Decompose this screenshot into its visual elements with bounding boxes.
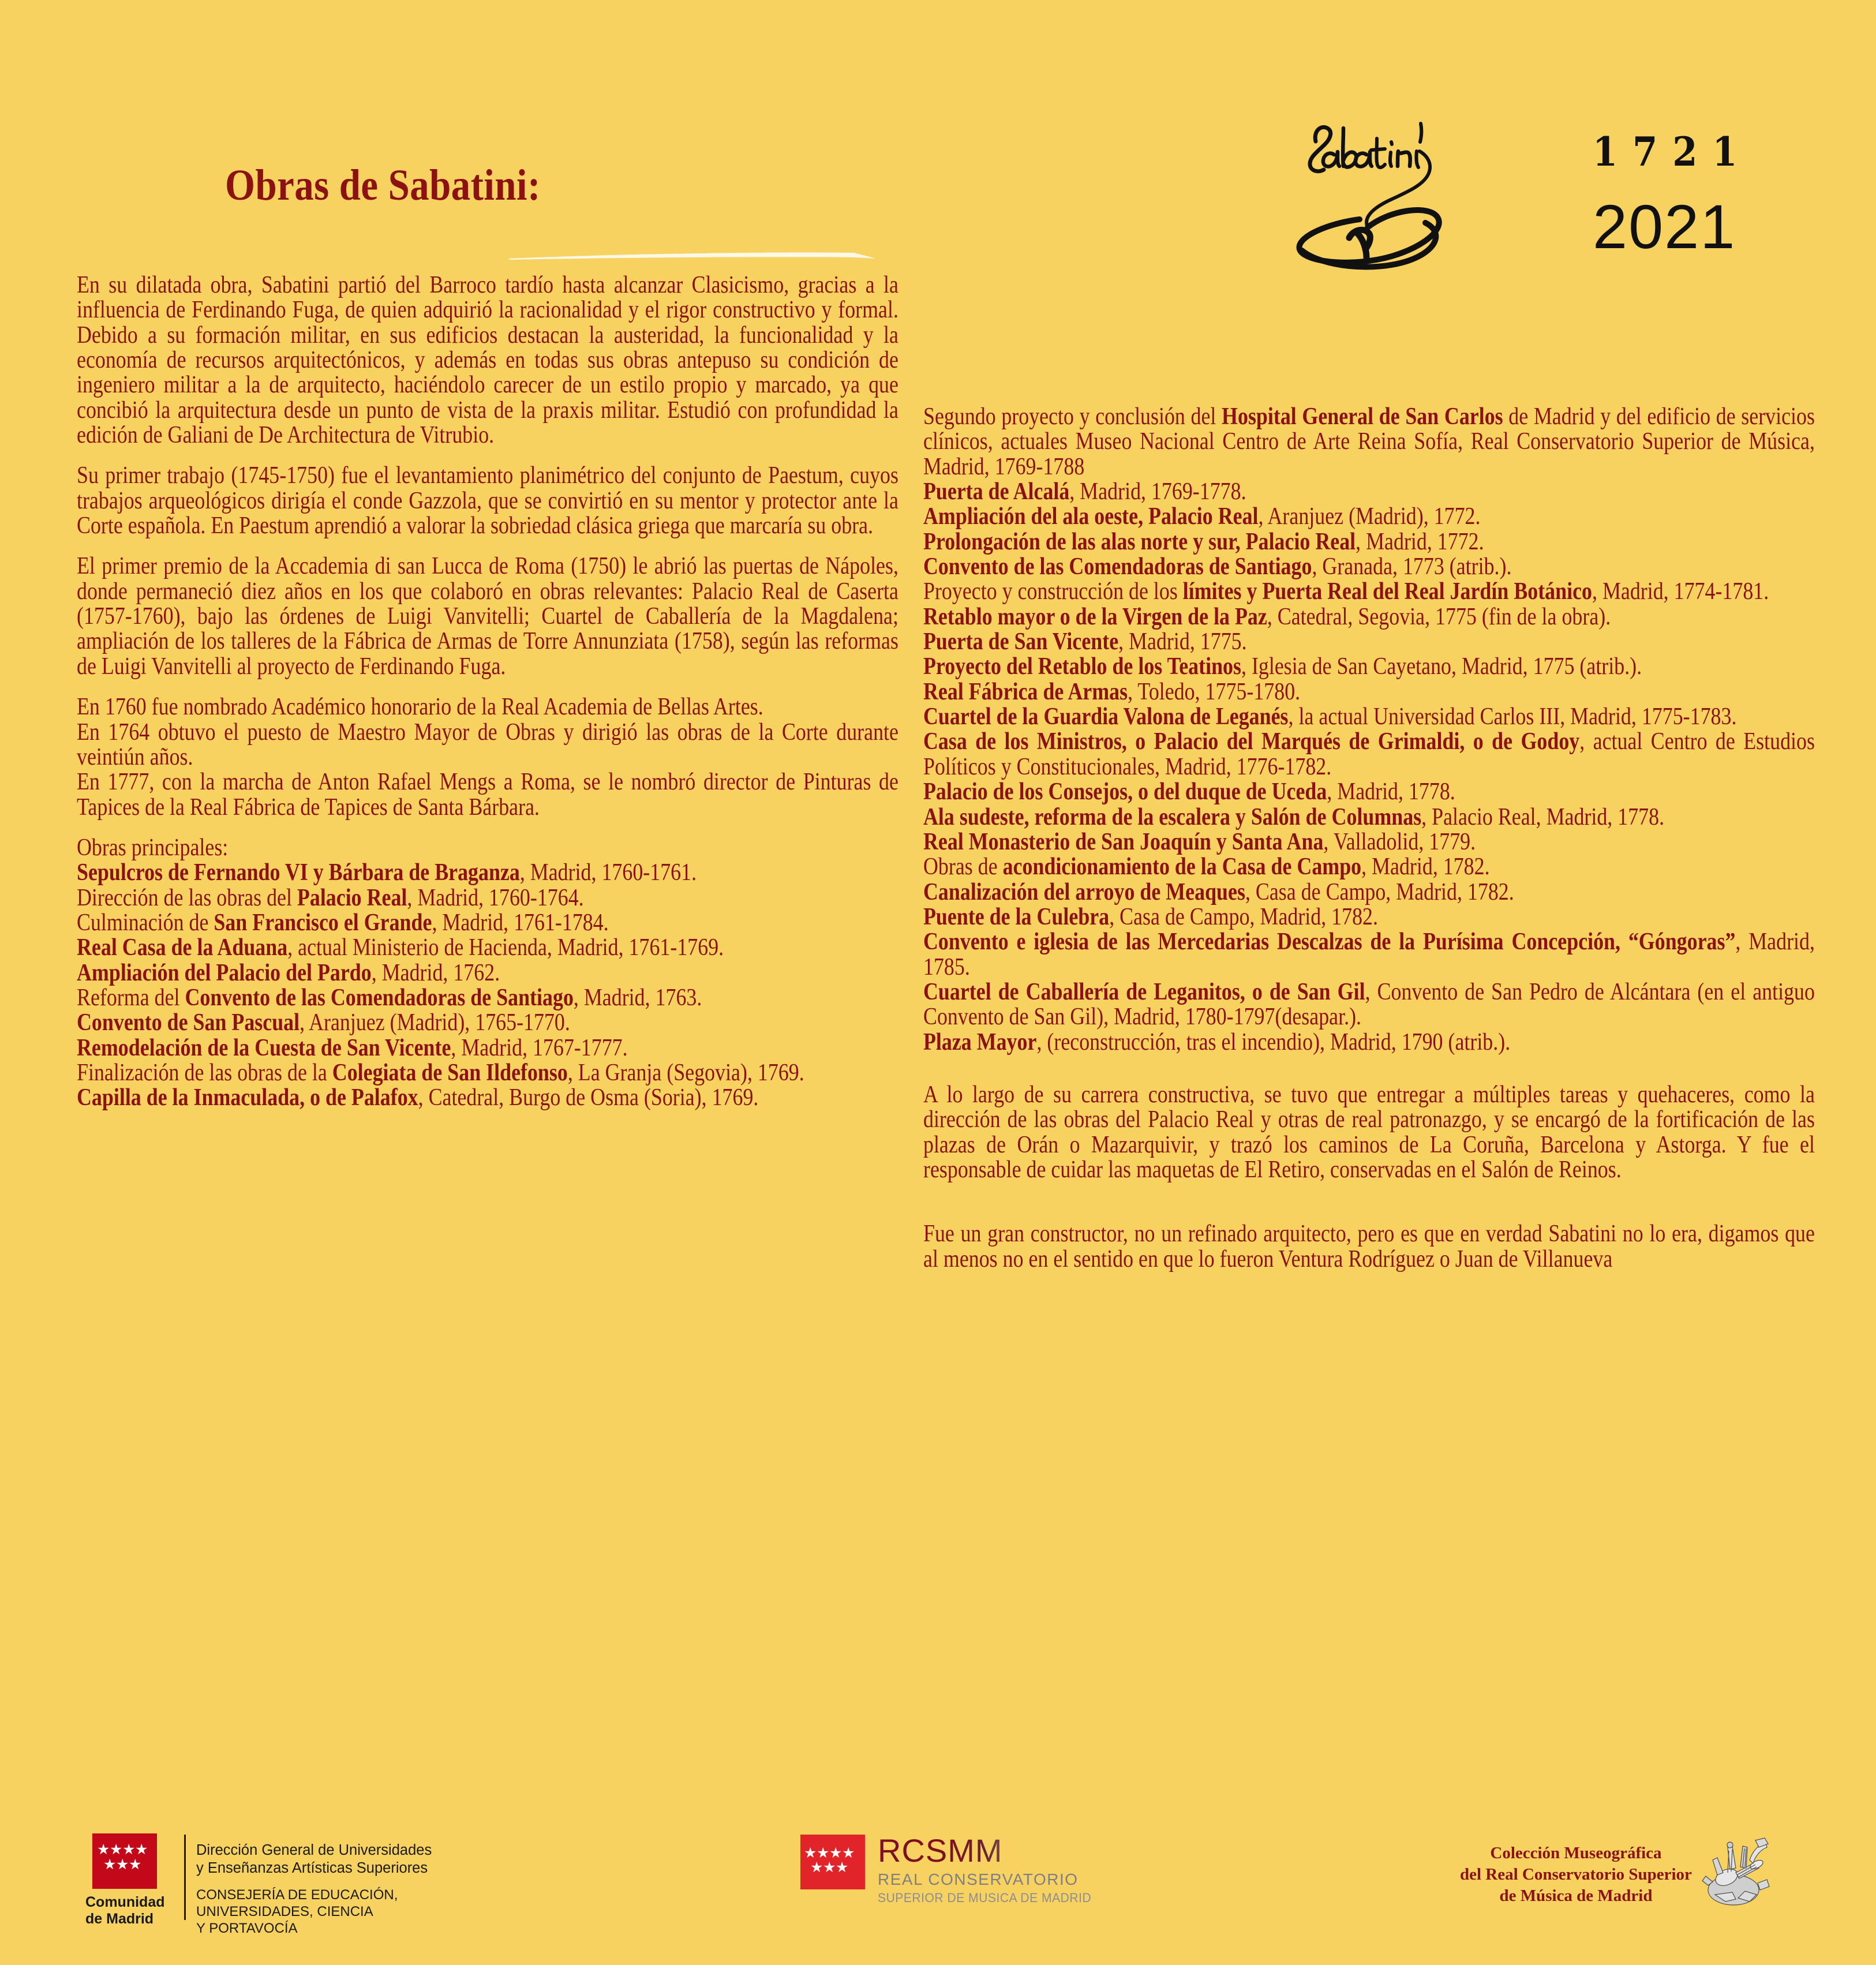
region-name-line-1: Comunidad bbox=[85, 1894, 165, 1910]
rcsmm-logo bbox=[800, 1832, 1100, 1906]
work-item: Puente de la Culebra, Casa de Campo, Madrid, 1782. bbox=[923, 903, 1378, 930]
work-item: Culminación de San Francisco el Grande, Madrid, 1761-1784. bbox=[77, 908, 609, 936]
work-item: Convento de las Comendadoras de Santiago, Granada, 1773 (atrib.). bbox=[923, 553, 1512, 581]
career-lines-block bbox=[77, 694, 898, 819]
work-item: Casa de los Ministros, o Palacio del Marqués de Grimaldi, o de Godoy, actual Centro de Estudios Políticos y Constitucionales, Madrid, 1776-1782. bbox=[923, 728, 1815, 780]
logo-divider bbox=[184, 1835, 186, 1920]
footer bbox=[0, 1826, 1876, 1965]
work-item: Sepulcros de Fernando VI y Bárbara de Braganza, Madrid, 1760-1761. bbox=[77, 859, 697, 886]
rcsmm-text bbox=[878, 1832, 1100, 1906]
work-item: Segundo proyecto y conclusión del Hospital General de San Carlos de Madrid y del edificio de servicios clínicos, actuales Museo Nacional Centro de Arte Reina Sofía, Real Conservatorio Superior de Música, Madrid, 1769-1788 bbox=[923, 403, 1815, 480]
work-item: Puerta de Alcalá, Madrid, 1769-1778. bbox=[923, 478, 1246, 506]
work-item: Convento de San Pascual, Aranjuez (Madrid), 1765-1770. bbox=[77, 1009, 570, 1036]
left-column bbox=[77, 272, 898, 1110]
right-works-block bbox=[923, 404, 1815, 1054]
work-item: Real Monasterio de San Joaquín y Santa Ana, Valladolid, 1779. bbox=[923, 828, 1476, 855]
work-item: Real Fábrica de Armas, Toledo, 1775-1780. bbox=[923, 678, 1301, 705]
rcsmm-line-2: SUPERIOR DE MUSICA DE MADRID bbox=[878, 1891, 1092, 1905]
consejeria-line-2: UNIVERSIDADES, CIENCIA bbox=[196, 1903, 373, 1919]
work-item: Finalización de las obras de la Colegiata de San Ildefonso, La Granja (Segovia), 1769. bbox=[77, 1058, 804, 1086]
sabatini-signature-icon bbox=[1229, 87, 1552, 271]
work-item: Real Casa de la Aduana, actual Ministerio de Hacienda, Madrid, 1761-1769. bbox=[77, 934, 724, 961]
consejeria-line-1: CONSEJERÍA DE EDUCACIÓN, bbox=[196, 1887, 398, 1903]
comunidad-de-madrid-name bbox=[85, 1894, 182, 1927]
madrid-flag-icon: ★ ★ ★ ★ ★ ★ ★ bbox=[800, 1835, 865, 1889]
direccion-line-1: Dirección General de Universidades bbox=[196, 1842, 432, 1858]
consejeria-block bbox=[196, 1887, 432, 1937]
work-item: Prolongación de las alas norte y sur, Palacio Real, Madrid, 1772. bbox=[923, 527, 1484, 555]
intro-paragraph-3: El primer premio de la Accademia di san Lucca de Roma (1750) le abrió las puertas de Nápoles, donde permaneció diez años en los que colaboró en obras relevantes: Palacio Real de Caserta (1757-1760), bajo las órdenes de Luigi Vanvitelli; Cuartel de Caballería de la Magdalena; ampliación de los talleres de la Fábrica de Armas de Torre Annunziata (1758), según las reformas de Luigi Vanvitelli al proyecto de Ferdinando Fuga. bbox=[77, 552, 898, 680]
right-column bbox=[923, 404, 1815, 1271]
coleccion-line-3: de Música de Madrid bbox=[1499, 1887, 1653, 1906]
work-item: Plaza Mayor, (reconstrucción, tras el incendio), Madrid, 1790 (atrib.). bbox=[923, 1028, 1511, 1056]
intro-paragraph-2: Su primer trabajo (1745-1750) fue el levantamiento planimétrico del conjunto de Paestum, cuyos trabajos arqueológicos dirigía el conde Gazzola, que se convirtió en su mentor y protector ante la Corte española. En Paestum aprendió a valorar la sobriedad clásica griega que marcaría su obra. bbox=[77, 462, 898, 540]
comunidad-de-madrid-logo bbox=[81, 1833, 432, 1937]
madrid-flag-icon: ★ ★ ★ ★ ★ ★ ★ bbox=[92, 1833, 157, 1889]
title-swoosh-decoration bbox=[508, 249, 877, 264]
work-item: Convento e iglesia de las Mercedarias Descalzas de la Purísima Concepción, “Góngoras”, Madrid, 1785. bbox=[923, 928, 1815, 980]
work-item: Proyecto del Retablo de los Teatinos, Iglesia de San Cayetano, Madrid, 1775 (atrib.). bbox=[923, 653, 1642, 680]
page-title: Obras de Sabatini: bbox=[225, 161, 541, 209]
work-item: Proyecto y construcción de los límites y Puerta Real del Real Jardín Botánico, Madrid, 1774-1781. bbox=[923, 578, 1769, 605]
work-item: Retablo mayor o de la Virgen de la Paz, Catedral, Segovia, 1775 (fin de la obra). bbox=[923, 602, 1611, 630]
region-name-line-2: de Madrid bbox=[85, 1910, 154, 1927]
work-item: Reforma del Convento de las Comendadoras de Santiago, Madrid, 1763. bbox=[77, 983, 702, 1011]
year-2021-label: 2021 bbox=[1593, 192, 1736, 261]
coleccion-line-1: Colección Museográfica bbox=[1490, 1844, 1662, 1862]
closing-paragraph-2: Fue un gran constructor, no un refinado arquitecto, pero es que en verdad Sabatini no lo era, digamos que al menos no en el sentido en que lo fueron Ventura Rodríguez o Juan de Villanueva bbox=[923, 1220, 1815, 1272]
rcsmm-acronym: RCSMM bbox=[878, 1835, 1100, 1867]
work-item: Capilla de la Inmaculada, o de Palafox, Catedral, Burgo de Osma (Soria), 1769. bbox=[77, 1084, 759, 1111]
main-works-block bbox=[77, 835, 898, 1110]
closing-paragraph-1: A lo largo de su carrera constructiva, se tuvo que entregar a múltiples tareas y quehaceres, como la dirección de las obras del Palacio Real y otras de real patronazgo, y se encargó de la fortificación de las plazas de Orán o Mazarquivir, y trazó los caminos de La Coruña, Barcelona y Astorga. Y fue el responsable de cuidar las maquetas de El Retiro, conservadas en el Salón de Reinos. bbox=[923, 1080, 1815, 1183]
work-item: Remodelación de la Cuesta de San Vicente, Madrid, 1767-1777. bbox=[77, 1034, 628, 1061]
work-item: Puerta de San Vicente, Madrid, 1775. bbox=[923, 628, 1247, 656]
year-1721-label: 1721 bbox=[1593, 128, 1753, 175]
direccion-general-block bbox=[196, 1842, 432, 1877]
work-item: Palacio de los Consejos, o del duque de Uceda, Madrid, 1778. bbox=[923, 778, 1455, 806]
work-item: Cuartel de Caballería de Leganitos, o de San Gil, Convento de San Pedro de Alcántara (en el antiguo Convento de San Gil), Madrid, 1780-1797(desapar.). bbox=[923, 978, 1815, 1031]
consejeria-line-3: Y PORTAVOCÍA bbox=[196, 1920, 298, 1936]
coleccion-museografica-logo bbox=[1460, 1835, 1772, 1908]
rcsmm-line-1: REAL CONSERVATORIO bbox=[878, 1870, 1079, 1888]
consejeria-text bbox=[196, 1833, 432, 1937]
work-item: Canalización del arroyo de Meaques, Casa de Campo, Madrid, 1782. bbox=[923, 878, 1514, 905]
coleccion-line-2: del Real Conservatorio Superior bbox=[1460, 1865, 1692, 1884]
intro-paragraph-1: En su dilatada obra, Sabatini partió del Barroco tardío hasta alcanzar Clasicismo, gracias a la influencia de Ferdinando Fuga, de quien adquirió la racionalidad y el rigor constructivo y formal. Debido a su formación militar, en sus edificios destacan la austeridad, la funcionalidad y la economía de recursos arquitectónicos, y además en todas sus obras antepuso su condición de ingeniero militar a la de arquitecto, haciéndolo carecer de un estilo propio y marcado, ya que concibió la arquitectura desde un punto de vista de la praxis militar. Estudió con profundidad la edición de Galiani de De Architectura de Vitrubio. bbox=[77, 271, 898, 449]
work-item: Ampliación del ala oeste, Palacio Real, Aranjuez (Madrid), 1772. bbox=[923, 503, 1481, 530]
work-item: Cuartel de la Guardia Valona de Leganés, la actual Universidad Carlos III, Madrid, 1775-1783. bbox=[923, 703, 1737, 731]
direccion-line-2: y Enseñanzas Artísticas Superiores bbox=[196, 1859, 428, 1876]
work-item: Ampliación del Palacio del Pardo, Madrid, 1762. bbox=[77, 959, 500, 986]
career-line: En 1764 obtuvo el puesto de Maestro Mayor de Obras y dirigió las obras de la Corte durante veintiún años. bbox=[77, 718, 898, 770]
coleccion-museografica-text bbox=[1460, 1835, 1692, 1907]
work-item: Ala sudeste, reforma de la escalera y Salón de Columnas, Palacio Real, Madrid, 1778. bbox=[923, 803, 1665, 830]
musical-instruments-emblem-icon bbox=[1700, 1835, 1772, 1908]
comunidad-de-madrid-mark bbox=[81, 1833, 182, 1927]
works-heading: Obras principales: bbox=[77, 833, 229, 861]
work-item: Dirección de las obras del Palacio Real, Madrid, 1760-1764. bbox=[77, 884, 584, 911]
work-item: Obras de acondicionamiento de la Casa de Campo, Madrid, 1782. bbox=[923, 853, 1490, 881]
career-line: En 1760 fue nombrado Académico honorario de la Real Academia de Bellas Artes. bbox=[77, 693, 763, 721]
career-line: En 1777, con la marcha de Anton Rafael Mengs a Roma, se le nombró director de Pinturas de Tapices de la Real Fábrica de Tapices de Santa Bárbara. bbox=[77, 768, 898, 821]
